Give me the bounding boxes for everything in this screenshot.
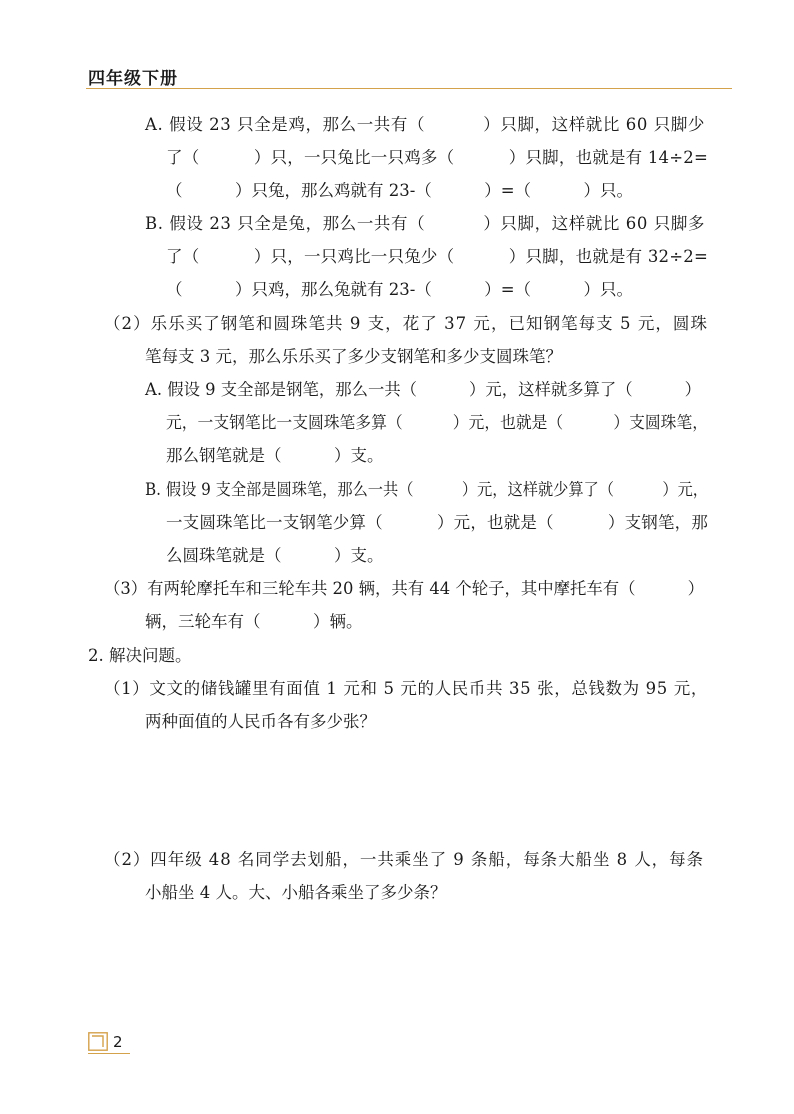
problem-2-line-2: 小船坐 4 人。大、小船各乘坐了多少条？ (145, 883, 447, 902)
line-2a1: A. 假设 9 支全部是钢笔，那么一共（ ）元，这样就多算了（ ） (145, 380, 701, 399)
question-2-stem-1: （2）乐乐买了钢笔和圆珠笔共 9 支，花了 37 元，已知钢笔每支 5 元，圆珠 (104, 314, 708, 333)
line-2a3: 那么钢笔就是（ ）支。 (166, 446, 384, 465)
line-a3: （ ）只兔，那么鸡就有 23-（ ）=（ ）只。 (166, 181, 633, 200)
line-a1: A. 假设 23 只全是鸡，那么一共有（ ）只脚，这样就比 60 只脚少 (145, 115, 706, 134)
line-a2: 了（ ）只，一只兔比一只鸡多（ ）只脚，也就是有 14÷2= (166, 148, 708, 167)
header-divider (86, 88, 732, 89)
line-b1: B. 假设 23 只全是兔，那么一共有（ ）只脚，这样就比 60 只脚多 (145, 214, 705, 233)
line-b3: （ ）只鸡，那么兔就有 23-（ ）=（ ）只。 (166, 280, 633, 299)
page-corner-ornament-icon (88, 1032, 108, 1051)
line-2b2: 一支圆珠笔比一支钢笔少算（ ）元，也就是（ ）支钢笔，那 (166, 513, 708, 532)
problem-1-line-2: 两种面值的人民币各有多少张？ (145, 712, 376, 731)
question-3-line-1: （3）有两轮摩托车和三轮车共 20 辆，共有 44 个轮子，其中摩托车有（ ） (104, 579, 705, 598)
page-number: 2 (113, 1033, 123, 1051)
question-3-line-2: 辆，三轮车有（ ）辆。 (145, 612, 363, 631)
section-2-heading: 2. 解决问题。 (88, 646, 192, 665)
footer-divider (88, 1053, 130, 1054)
line-2b3: 么圆珠笔就是（ ）支。 (166, 546, 384, 565)
page-header-title: 四年级下册 (88, 69, 178, 89)
line-b2: 了（ ）只，一只鸡比一只兔少（ ）只脚，也就是有 32÷2= (166, 247, 708, 266)
question-2-stem-2: 笔每支 3 元，那么乐乐买了多少支钢笔和多少支圆珠笔？ (145, 347, 562, 366)
line-2a2: 元，一支钢笔比一支圆珠笔多算（ ）元，也就是（ ）支圆珠笔， (166, 413, 709, 432)
problem-1-line-1: （1）文文的储钱罐里有面值 1 元和 5 元的人民币共 35 张，总钱数为 95 元， (104, 679, 708, 698)
line-2b1: B. 假设 9 支全部是圆珠笔，那么一共（ ）元，这样就少算了（ ）元， (145, 480, 709, 499)
problem-2-line-1: （2）四年级 48 名同学去划船，一共乘坐了 9 条船，每条大船坐 8 人，每条 (104, 850, 704, 869)
